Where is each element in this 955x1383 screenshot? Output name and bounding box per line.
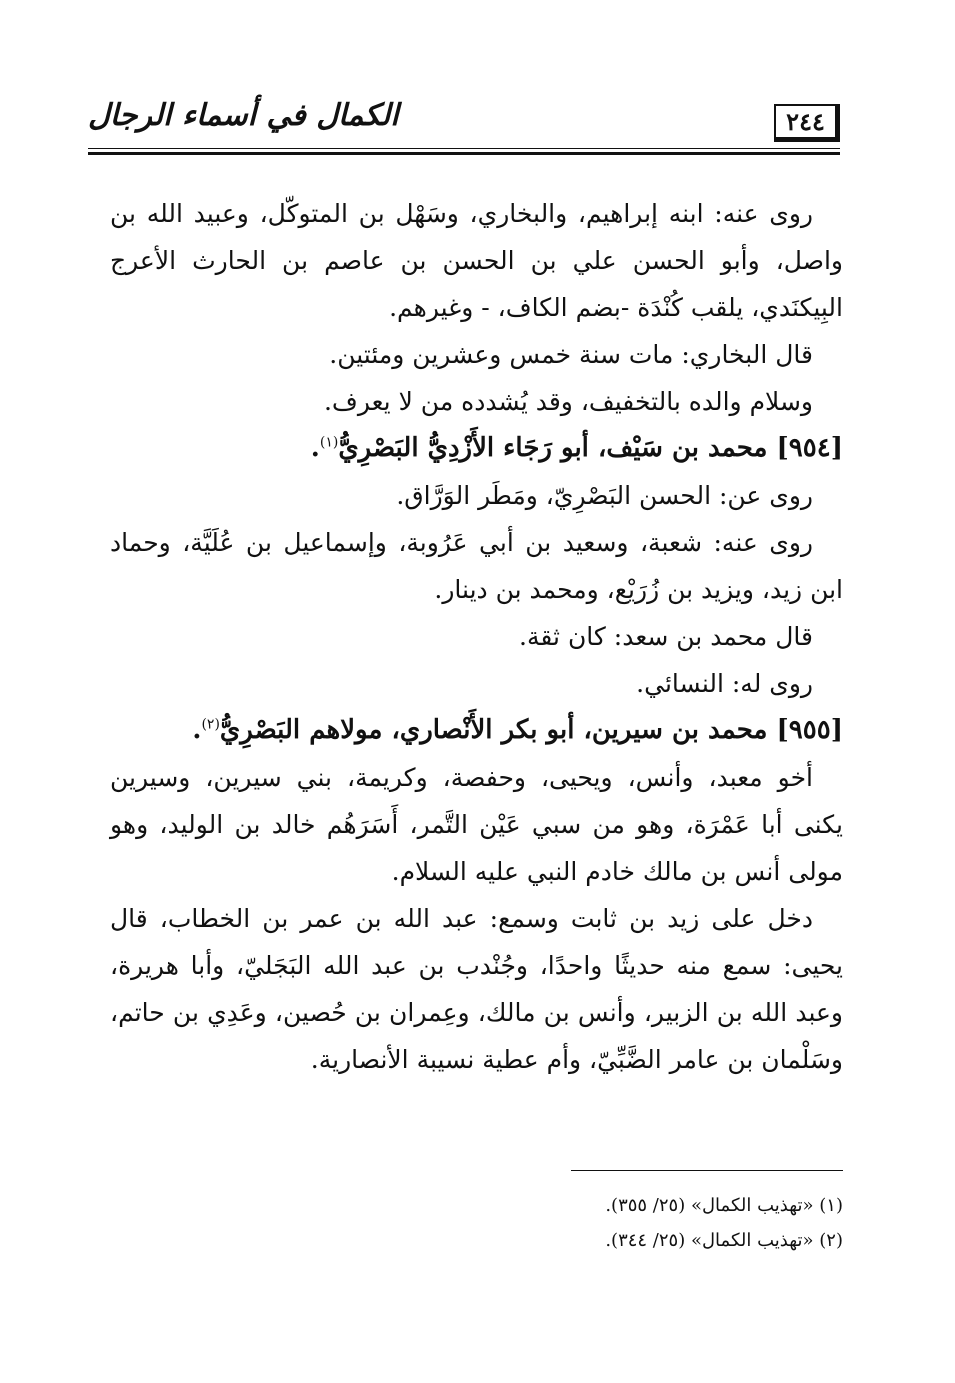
entry-954-title: [٩٥٤] محمد بن سَيْف، أبو رَجَاء الأَزْدِيُّ البَصْرِيُّ — [338, 433, 843, 463]
paragraph-salam-note: وسلام والده بالتخفيف، وقد يُشدده من لا يعرف. — [323, 387, 813, 416]
paragraph-narrated-by: روى عنه: شعبة، وسعيد بن أبي عَرُوبة، وإسماعيل بن عُلَيَّة، وحماد ابن زيد، ويزيد بن زُرَيْع، ومحمد بن دينار. — [110, 528, 843, 604]
entry-954-period: . — [310, 433, 320, 463]
footnote-ref-1: (١) — [319, 434, 339, 451]
footnote-ref-2: (٢) — [201, 716, 220, 733]
paragraph-ibn-saad: قال محمد بن سعد: كان ثقة. — [519, 622, 813, 651]
footnotes — [110, 1188, 843, 1258]
book-title: الكمال في أسماء الرجال — [88, 98, 399, 133]
entry-955-title: [٩٥٥] محمد بن سيرين، أبو بكر الأَنْصاري، مولاهم البَصْرِيُّ — [219, 715, 843, 745]
paragraph-siblings: أخو معبد، وأنس، ويحيى، وحفصة، وكريمة، بني سيرين، وسيرين يكنى أبا عَمْرَة، وهو من سبي عَيْن التَّمر، أَسَرَهُم خالد بن الوليد، وهو مولى أنس بن مالك خادم النبي عليه السلام. — [110, 763, 843, 886]
header-rule-thick — [88, 152, 840, 155]
page-header — [88, 92, 840, 156]
main-text — [110, 190, 843, 1083]
paragraph-narrated-from: روى عن: الحسن البَصْرِيّ، ومَطَر الوَرَّاق. — [396, 481, 813, 510]
paragraph-bukhari-death: قال البخاري: مات سنة خمس وعشرين ومئتين. — [329, 340, 813, 369]
paragraph-nasai: روى له: النسائي. — [636, 669, 813, 698]
page-number: ٢٤٤ — [774, 104, 840, 142]
header-rule — [88, 148, 840, 149]
paragraph-narrators: روى عنه: ابنه إبراهيم، والبخاري، وسَهْل بن المتوكّل، وعبيد الله بن واصل، وأبو الحسن علي بن الحسن بن عاصم بن الحارث الأعرج البِيكنَدي، يلقب كُنْدَة -بضم الكاف، - وغيرهم. — [110, 199, 843, 322]
footnote-2: (٢) «تهذيب الكمال» (٢٥/ ٣٤٤). — [605, 1230, 843, 1251]
paragraph-teachers: دخل على زيد بن ثابت وسمع: عبد الله بن عمر بن الخطاب، قال يحيى: سمع منه حديثًا واحدًا، وجُنْدب بن عبد الله البَجَليّ، وأبا هريرة، وعبد الله بن الزبير، وأنس بن مالك، وعِمران بن حُصين، وعَدِي بن حاتم، وسَلْمان بن عامر الضَّبِّيّ، وأم عطية نسيبة الأنصارية. — [110, 904, 843, 1074]
entry-954-heading — [110, 425, 843, 472]
footnote-rule — [571, 1170, 843, 1171]
entry-955-heading — [110, 707, 843, 754]
entry-955-period: . — [192, 715, 202, 745]
footnote-1: (١) «تهذيب الكمال» (٢٥/ ٣٥٥). — [605, 1195, 843, 1216]
